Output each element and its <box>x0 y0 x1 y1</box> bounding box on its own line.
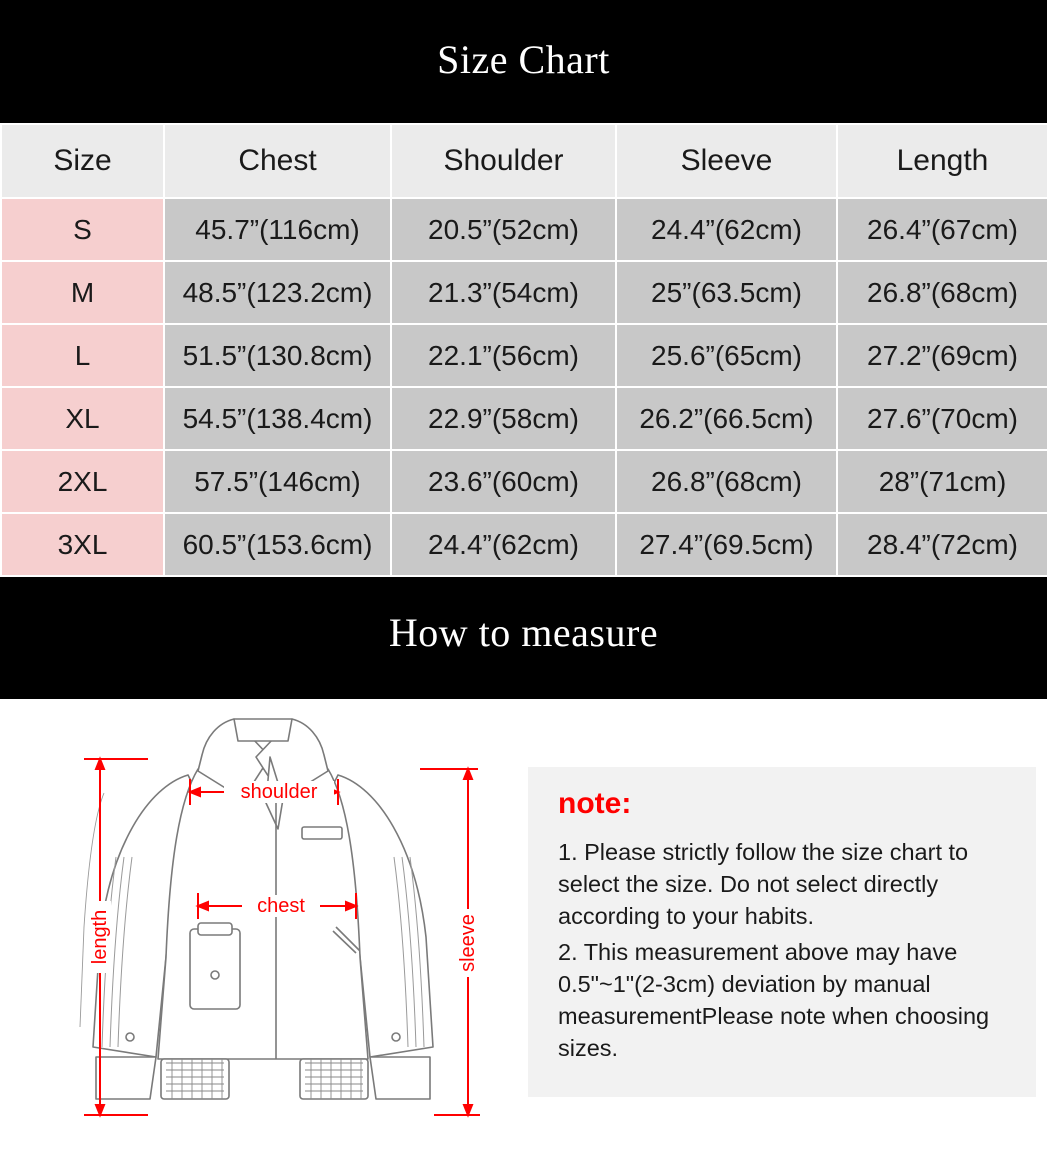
cell-chest: 45.7”(116cm) <box>164 198 391 261</box>
cell-chest: 48.5”(123.2cm) <box>164 261 391 324</box>
table-header-row <box>1 124 1047 198</box>
cell-chest: 54.5”(138.4cm) <box>164 387 391 450</box>
diagram-label-chest: chest <box>257 895 305 917</box>
cell-size: S <box>1 198 164 261</box>
column-header-sleeve: Sleeve <box>616 124 837 198</box>
table-row <box>1 324 1047 387</box>
cell-shoulder: 21.3”(54cm) <box>391 261 616 324</box>
cell-length: 26.4”(67cm) <box>837 198 1047 261</box>
column-header-length: Length <box>837 124 1047 198</box>
cell-length: 28”(71cm) <box>837 450 1047 513</box>
cell-sleeve: 27.4”(69.5cm) <box>616 513 837 576</box>
cell-length: 27.2”(69cm) <box>837 324 1047 387</box>
cell-sleeve: 26.2”(66.5cm) <box>616 387 837 450</box>
cell-size: XL <box>1 387 164 450</box>
note-line-1: 1. Please strictly follow the size chart to select the size. Do not select directly according to your habits. <box>558 839 969 929</box>
cell-size: M <box>1 261 164 324</box>
column-header-chest: Chest <box>164 124 391 198</box>
cell-chest: 60.5”(153.6cm) <box>164 513 391 576</box>
diagram-label-shoulder: shoulder <box>240 781 318 803</box>
cell-length: 26.8”(68cm) <box>837 261 1047 324</box>
table-row <box>1 513 1047 576</box>
note-title: note: <box>558 787 632 820</box>
jacket-measurement-diagram <box>38 707 508 1137</box>
column-header-size: Size <box>1 124 164 198</box>
size-chart-table <box>0 123 1047 577</box>
cell-sleeve: 26.8”(68cm) <box>616 450 837 513</box>
table-row <box>1 387 1047 450</box>
cell-sleeve: 25.6”(65cm) <box>616 324 837 387</box>
cell-shoulder: 22.9”(58cm) <box>391 387 616 450</box>
size-chart-title: Size Chart <box>0 0 1047 123</box>
cell-size: 2XL <box>1 450 164 513</box>
note-box <box>528 767 1036 1097</box>
diagram-label-length: length <box>89 909 111 965</box>
cell-sleeve: 24.4”(62cm) <box>616 198 837 261</box>
cell-chest: 51.5”(130.8cm) <box>164 324 391 387</box>
cell-length: 28.4”(72cm) <box>837 513 1047 576</box>
cell-shoulder: 23.6”(60cm) <box>391 450 616 513</box>
table-row <box>1 450 1047 513</box>
note-line-2: 2. This measurement above may have 0.5"~1"(2-3cm) deviation by manual measurementPlease note when choosing sizes. <box>558 938 990 1061</box>
table-row <box>1 261 1047 324</box>
how-to-measure-title: How to measure <box>0 577 1047 699</box>
cell-shoulder: 20.5”(52cm) <box>391 198 616 261</box>
cell-chest: 57.5”(146cm) <box>164 450 391 513</box>
cell-length: 27.6”(70cm) <box>837 387 1047 450</box>
cell-shoulder: 24.4”(62cm) <box>391 513 616 576</box>
cell-size: 3XL <box>1 513 164 576</box>
how-to-measure-section <box>0 699 1047 1148</box>
cell-sleeve: 25”(63.5cm) <box>616 261 837 324</box>
cell-size: L <box>1 324 164 387</box>
cell-shoulder: 22.1”(56cm) <box>391 324 616 387</box>
column-header-shoulder: Shoulder <box>391 124 616 198</box>
table-row <box>1 198 1047 261</box>
diagram-label-sleeve: sleeve <box>457 914 479 972</box>
